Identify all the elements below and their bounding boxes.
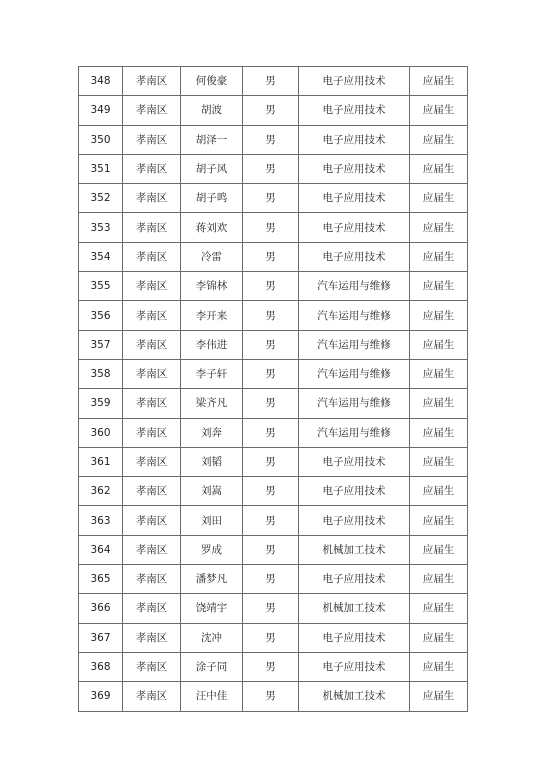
roster-body xyxy=(79,67,468,712)
cell-gender: 男 xyxy=(243,506,299,535)
cell-student-type: 应届生 xyxy=(410,535,468,564)
cell-student-type: 应届生 xyxy=(410,359,468,388)
cell-name: 胡子鸣 xyxy=(181,184,243,213)
cell-number: 359 xyxy=(79,389,123,418)
cell-student-type: 应届生 xyxy=(410,594,468,623)
cell-number: 352 xyxy=(79,184,123,213)
cell-number: 366 xyxy=(79,594,123,623)
table-row xyxy=(79,213,468,242)
cell-name: 梁齐凡 xyxy=(181,389,243,418)
table-row xyxy=(79,594,468,623)
cell-major: 电子应用技术 xyxy=(299,125,410,154)
cell-number: 365 xyxy=(79,565,123,594)
cell-district: 孝南区 xyxy=(123,535,181,564)
cell-major: 机械加工技术 xyxy=(299,594,410,623)
cell-gender: 男 xyxy=(243,682,299,711)
cell-student-type: 应届生 xyxy=(410,506,468,535)
cell-number: 363 xyxy=(79,506,123,535)
cell-major: 电子应用技术 xyxy=(299,184,410,213)
cell-gender: 男 xyxy=(243,447,299,476)
cell-name: 汪中佳 xyxy=(181,682,243,711)
cell-major: 电子应用技术 xyxy=(299,652,410,681)
cell-district: 孝南区 xyxy=(123,359,181,388)
cell-number: 367 xyxy=(79,623,123,652)
cell-gender: 男 xyxy=(243,565,299,594)
cell-major: 汽车运用与维修 xyxy=(299,301,410,330)
cell-major: 电子应用技术 xyxy=(299,213,410,242)
cell-student-type: 应届生 xyxy=(410,96,468,125)
cell-student-type: 应届生 xyxy=(410,418,468,447)
cell-gender: 男 xyxy=(243,96,299,125)
cell-gender: 男 xyxy=(243,154,299,183)
table-row xyxy=(79,565,468,594)
cell-gender: 男 xyxy=(243,272,299,301)
cell-student-type: 应届生 xyxy=(410,682,468,711)
cell-major: 机械加工技术 xyxy=(299,535,410,564)
cell-gender: 男 xyxy=(243,301,299,330)
cell-gender: 男 xyxy=(243,389,299,418)
cell-major: 电子应用技术 xyxy=(299,477,410,506)
cell-student-type: 应届生 xyxy=(410,67,468,96)
table-row xyxy=(79,242,468,271)
cell-gender: 男 xyxy=(243,535,299,564)
cell-gender: 男 xyxy=(243,623,299,652)
cell-gender: 男 xyxy=(243,330,299,359)
cell-student-type: 应届生 xyxy=(410,477,468,506)
cell-district: 孝南区 xyxy=(123,154,181,183)
cell-name: 李开来 xyxy=(181,301,243,330)
cell-gender: 男 xyxy=(243,213,299,242)
cell-gender: 男 xyxy=(243,652,299,681)
cell-major: 电子应用技术 xyxy=(299,506,410,535)
cell-gender: 男 xyxy=(243,359,299,388)
cell-name: 刘田 xyxy=(181,506,243,535)
cell-number: 350 xyxy=(79,125,123,154)
cell-district: 孝南区 xyxy=(123,67,181,96)
cell-district: 孝南区 xyxy=(123,682,181,711)
cell-major: 汽车运用与维修 xyxy=(299,359,410,388)
cell-name: 李子轩 xyxy=(181,359,243,388)
cell-district: 孝南区 xyxy=(123,301,181,330)
cell-number: 357 xyxy=(79,330,123,359)
cell-number: 351 xyxy=(79,154,123,183)
cell-district: 孝南区 xyxy=(123,623,181,652)
cell-number: 348 xyxy=(79,67,123,96)
cell-major: 电子应用技术 xyxy=(299,565,410,594)
table-row xyxy=(79,652,468,681)
cell-major: 电子应用技术 xyxy=(299,242,410,271)
cell-number: 356 xyxy=(79,301,123,330)
cell-student-type: 应届生 xyxy=(410,652,468,681)
table-row xyxy=(79,535,468,564)
cell-district: 孝南区 xyxy=(123,565,181,594)
cell-district: 孝南区 xyxy=(123,96,181,125)
student-roster-table xyxy=(78,66,468,712)
cell-district: 孝南区 xyxy=(123,125,181,154)
table-row xyxy=(79,184,468,213)
cell-student-type: 应届生 xyxy=(410,154,468,183)
cell-name: 冷雷 xyxy=(181,242,243,271)
cell-gender: 男 xyxy=(243,125,299,154)
cell-number: 355 xyxy=(79,272,123,301)
cell-name: 刘奔 xyxy=(181,418,243,447)
table-row xyxy=(79,272,468,301)
cell-major: 汽车运用与维修 xyxy=(299,389,410,418)
cell-name: 罗成 xyxy=(181,535,243,564)
cell-name: 何俊豪 xyxy=(181,67,243,96)
cell-name: 饶靖宇 xyxy=(181,594,243,623)
cell-student-type: 应届生 xyxy=(410,301,468,330)
cell-major: 电子应用技术 xyxy=(299,623,410,652)
cell-district: 孝南区 xyxy=(123,594,181,623)
cell-district: 孝南区 xyxy=(123,506,181,535)
cell-student-type: 应届生 xyxy=(410,272,468,301)
cell-major: 电子应用技术 xyxy=(299,154,410,183)
table-row xyxy=(79,682,468,711)
cell-major: 汽车运用与维修 xyxy=(299,330,410,359)
cell-student-type: 应届生 xyxy=(410,242,468,271)
cell-district: 孝南区 xyxy=(123,213,181,242)
cell-student-type: 应届生 xyxy=(410,623,468,652)
cell-name: 李伟进 xyxy=(181,330,243,359)
cell-student-type: 应届生 xyxy=(410,213,468,242)
cell-district: 孝南区 xyxy=(123,477,181,506)
table-row xyxy=(79,67,468,96)
table-row xyxy=(79,389,468,418)
cell-district: 孝南区 xyxy=(123,242,181,271)
cell-name: 潘梦凡 xyxy=(181,565,243,594)
cell-student-type: 应届生 xyxy=(410,125,468,154)
cell-number: 360 xyxy=(79,418,123,447)
cell-district: 孝南区 xyxy=(123,184,181,213)
cell-number: 364 xyxy=(79,535,123,564)
cell-district: 孝南区 xyxy=(123,330,181,359)
cell-name: 胡子风 xyxy=(181,154,243,183)
cell-number: 354 xyxy=(79,242,123,271)
cell-name: 刘嵩 xyxy=(181,477,243,506)
cell-district: 孝南区 xyxy=(123,389,181,418)
table-row xyxy=(79,96,468,125)
cell-name: 刘韬 xyxy=(181,447,243,476)
cell-number: 369 xyxy=(79,682,123,711)
cell-gender: 男 xyxy=(243,477,299,506)
cell-number: 358 xyxy=(79,359,123,388)
table-row xyxy=(79,301,468,330)
cell-student-type: 应届生 xyxy=(410,184,468,213)
cell-number: 368 xyxy=(79,652,123,681)
cell-district: 孝南区 xyxy=(123,272,181,301)
cell-number: 349 xyxy=(79,96,123,125)
cell-major: 汽车运用与维修 xyxy=(299,418,410,447)
cell-name: 沈冲 xyxy=(181,623,243,652)
table-row xyxy=(79,125,468,154)
cell-district: 孝南区 xyxy=(123,418,181,447)
cell-gender: 男 xyxy=(243,418,299,447)
table-row xyxy=(79,477,468,506)
cell-major: 电子应用技术 xyxy=(299,67,410,96)
cell-student-type: 应届生 xyxy=(410,447,468,476)
cell-name: 胡波 xyxy=(181,96,243,125)
cell-number: 362 xyxy=(79,477,123,506)
table-row xyxy=(79,623,468,652)
table-row xyxy=(79,330,468,359)
table-row xyxy=(79,359,468,388)
cell-number: 353 xyxy=(79,213,123,242)
cell-student-type: 应届生 xyxy=(410,330,468,359)
cell-gender: 男 xyxy=(243,242,299,271)
cell-gender: 男 xyxy=(243,594,299,623)
table-row xyxy=(79,506,468,535)
cell-major: 电子应用技术 xyxy=(299,96,410,125)
cell-major: 汽车运用与维修 xyxy=(299,272,410,301)
cell-district: 孝南区 xyxy=(123,652,181,681)
table-row xyxy=(79,418,468,447)
cell-major: 电子应用技术 xyxy=(299,447,410,476)
cell-gender: 男 xyxy=(243,184,299,213)
cell-name: 李锦林 xyxy=(181,272,243,301)
table-row xyxy=(79,447,468,476)
cell-student-type: 应届生 xyxy=(410,565,468,594)
cell-gender: 男 xyxy=(243,67,299,96)
cell-major: 机械加工技术 xyxy=(299,682,410,711)
cell-name: 涂子同 xyxy=(181,652,243,681)
cell-student-type: 应届生 xyxy=(410,389,468,418)
cell-name: 蒋刘欢 xyxy=(181,213,243,242)
cell-number: 361 xyxy=(79,447,123,476)
cell-district: 孝南区 xyxy=(123,447,181,476)
cell-name: 胡泽一 xyxy=(181,125,243,154)
table-row xyxy=(79,154,468,183)
